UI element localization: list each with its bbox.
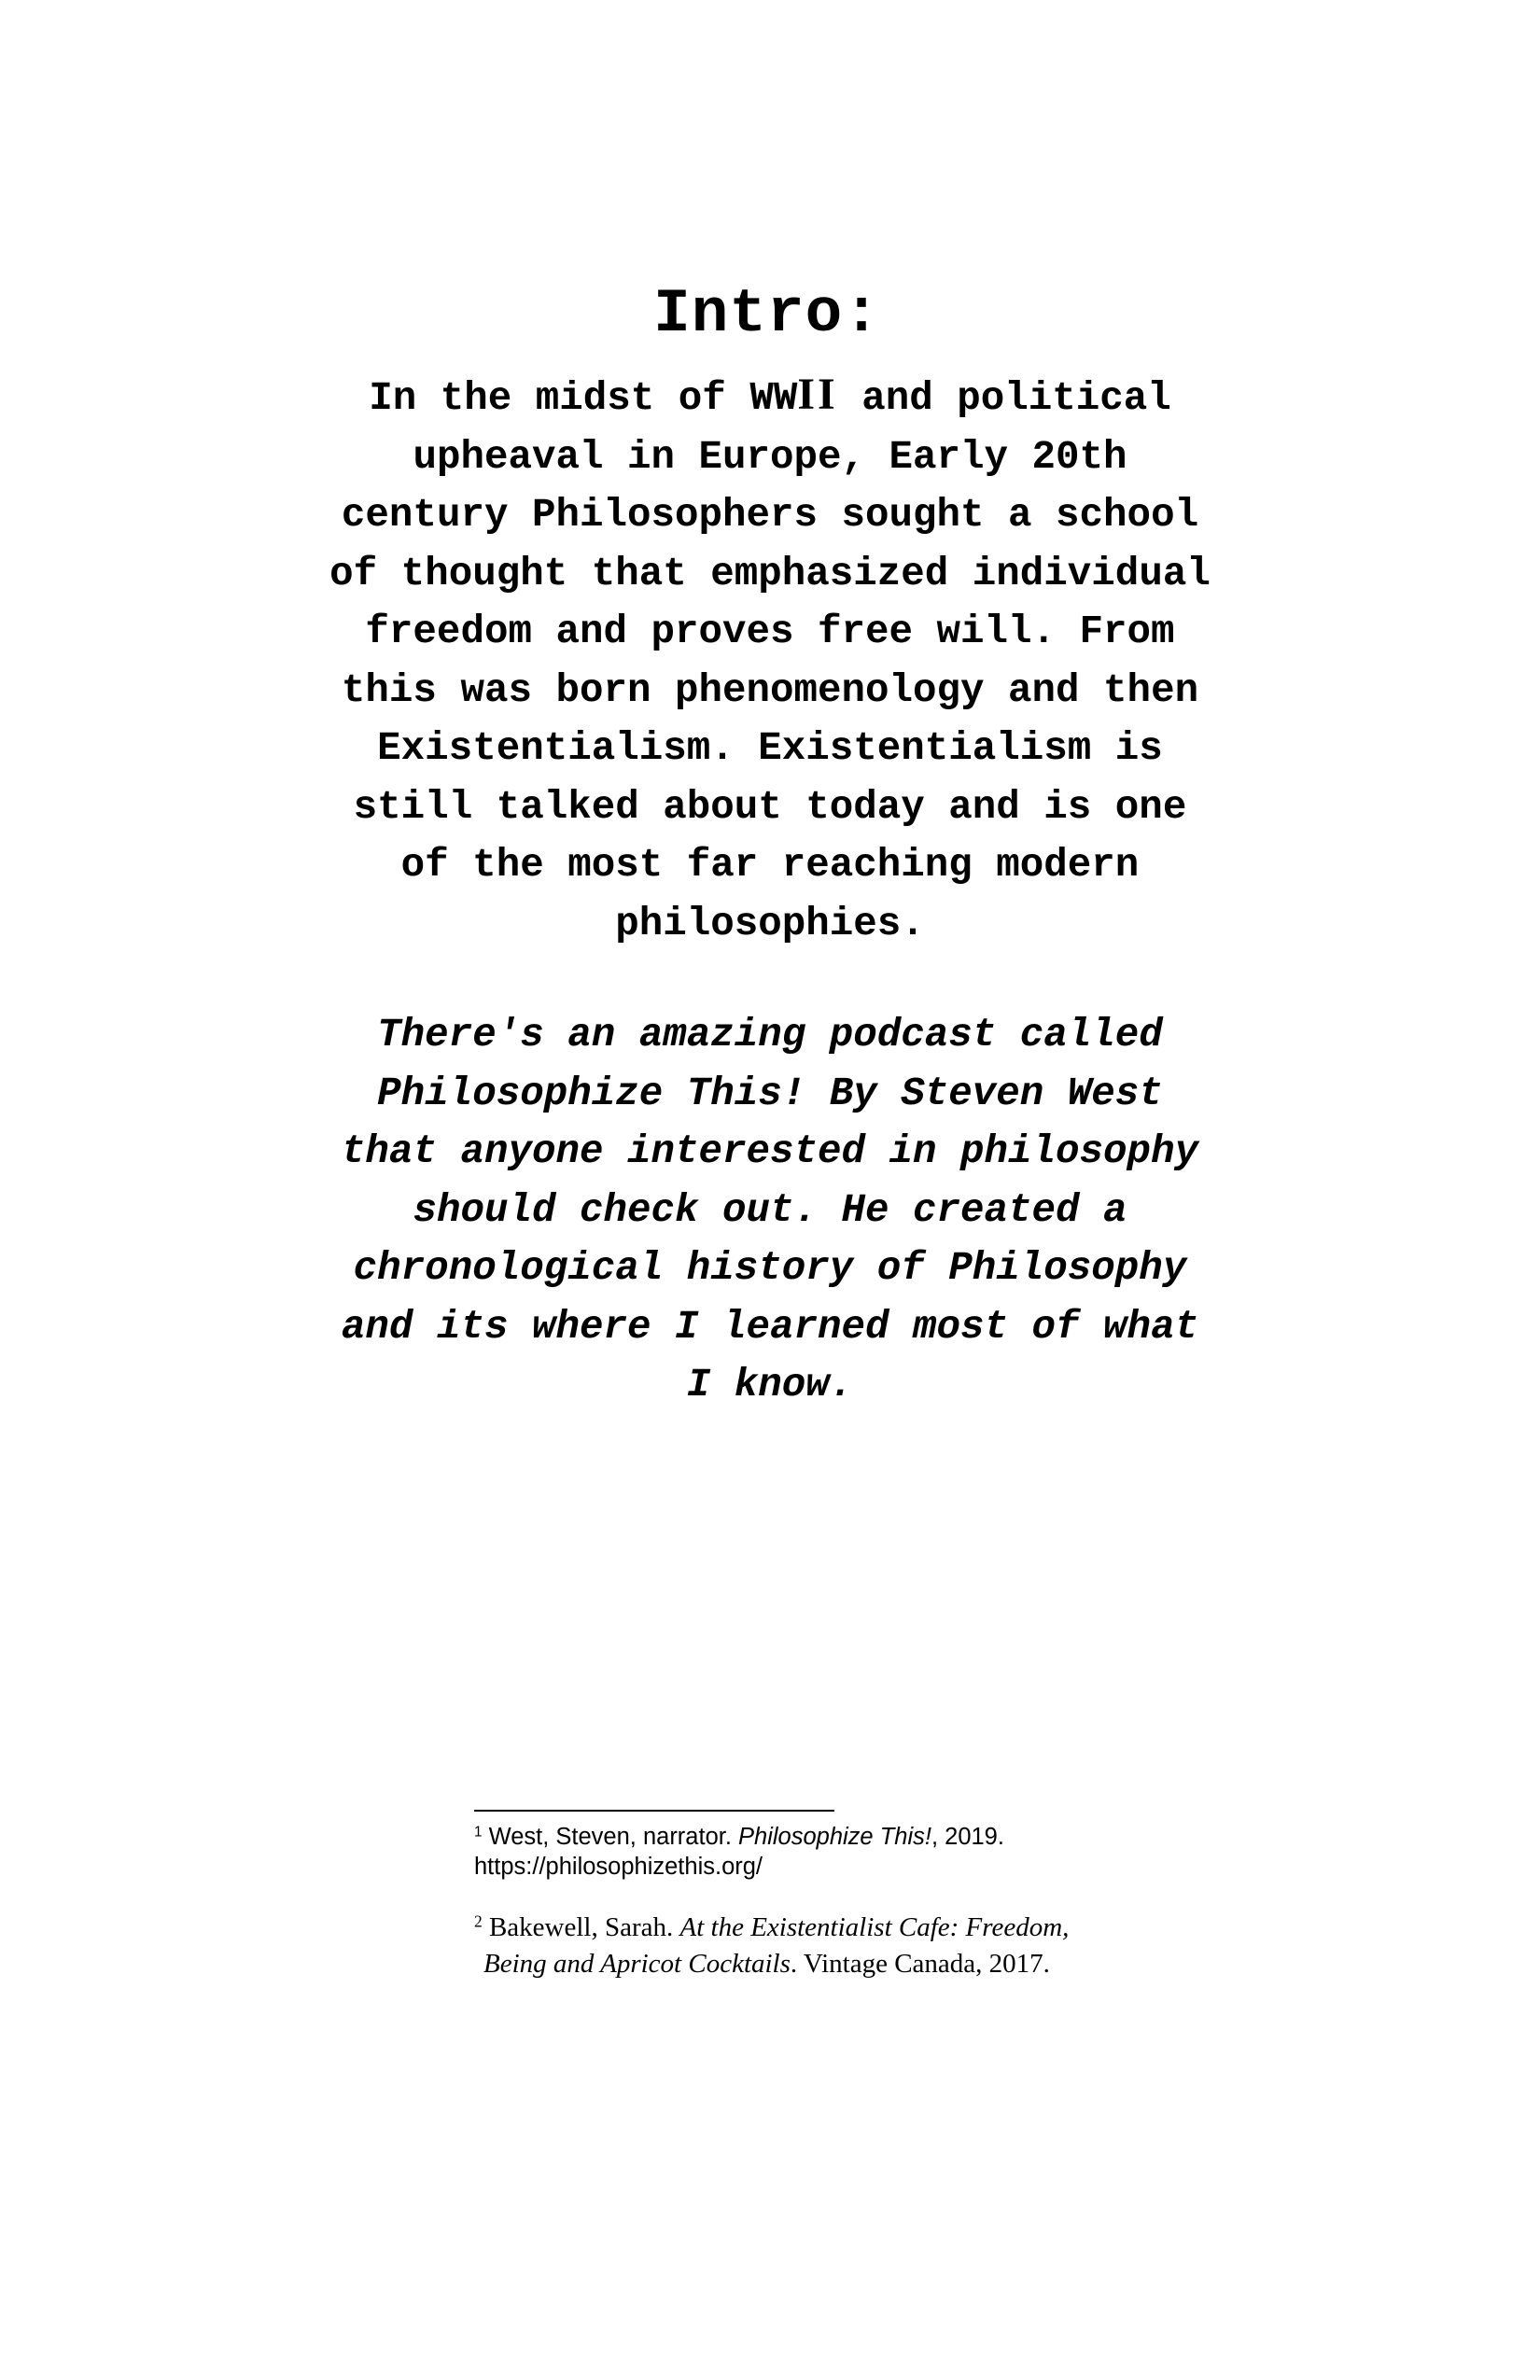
intro-line: of the most far reaching modern bbox=[400, 843, 1140, 888]
podcast-line: that anyone interested in philosophy bbox=[341, 1129, 1199, 1174]
intro-line: century Philosophers sought a school bbox=[341, 493, 1199, 538]
intro-line: freedom and proves free will. From bbox=[365, 609, 1175, 654]
intro-line: philosophies. bbox=[615, 901, 925, 946]
intro-line: Existentialism. Existentialism is bbox=[377, 726, 1163, 771]
intro-line: upheaval in Europe, Early 20th bbox=[413, 434, 1127, 480]
footnote-separator bbox=[474, 1810, 834, 1812]
intro-line: this was born phenomenology and then bbox=[341, 667, 1199, 713]
intro-line-roman-numeral: II bbox=[797, 370, 838, 419]
footnote-1-line bbox=[474, 1822, 1183, 1852]
intro-line bbox=[280, 366, 1260, 428]
podcast-line: There's an amazing podcast called bbox=[377, 1013, 1163, 1057]
podcast-line: Philosophize This! By Steven West bbox=[377, 1071, 1163, 1116]
intro-paragraph bbox=[280, 366, 1260, 953]
podcast-paragraph bbox=[280, 1006, 1260, 1415]
footnote-2-line bbox=[474, 1910, 1183, 1946]
footnote-2 bbox=[474, 1910, 1183, 1982]
intro-line: still talked about today and is one bbox=[353, 784, 1187, 830]
intro-line-text: In the midst of bbox=[369, 376, 750, 421]
podcast-line: and its where I learned most of what bbox=[341, 1304, 1199, 1350]
footnote-1-url[interactable]: https://philosophizethis.org/ bbox=[474, 1854, 763, 1880]
footnote-1-mark: 1 bbox=[474, 1824, 483, 1841]
footnote-1-text: West, Steven, narrator. bbox=[482, 1824, 739, 1850]
page-title: Intro: bbox=[653, 279, 881, 349]
podcast-line: should check out. He created a bbox=[413, 1187, 1127, 1233]
intro-line-text: and political bbox=[837, 376, 1171, 421]
footnote-2-mark: 2 bbox=[474, 1911, 483, 1931]
footnote-1 bbox=[474, 1822, 1183, 1882]
footnote-2-title: At the Existentialist Cafe: Freedom, bbox=[679, 1912, 1070, 1942]
footnote-2-text: Bakewell, Sarah. bbox=[482, 1912, 680, 1942]
podcast-line: chronological history of Philosophy bbox=[353, 1246, 1187, 1291]
intro-line: of thought that emphasized individual bbox=[329, 551, 1211, 596]
footnote-2-line bbox=[474, 1946, 1183, 1982]
intro-line-ww: WW bbox=[749, 376, 798, 421]
podcast-line: I know. bbox=[686, 1363, 854, 1407]
footnote-1-title: Philosophize This! bbox=[738, 1824, 931, 1850]
footnote-2-text: . Vintage Canada, 2017. bbox=[790, 1949, 1050, 1979]
footnote-2-title: Being and Apricot Cocktails bbox=[483, 1949, 791, 1979]
footnote-1-text: , 2019. bbox=[931, 1824, 1004, 1850]
